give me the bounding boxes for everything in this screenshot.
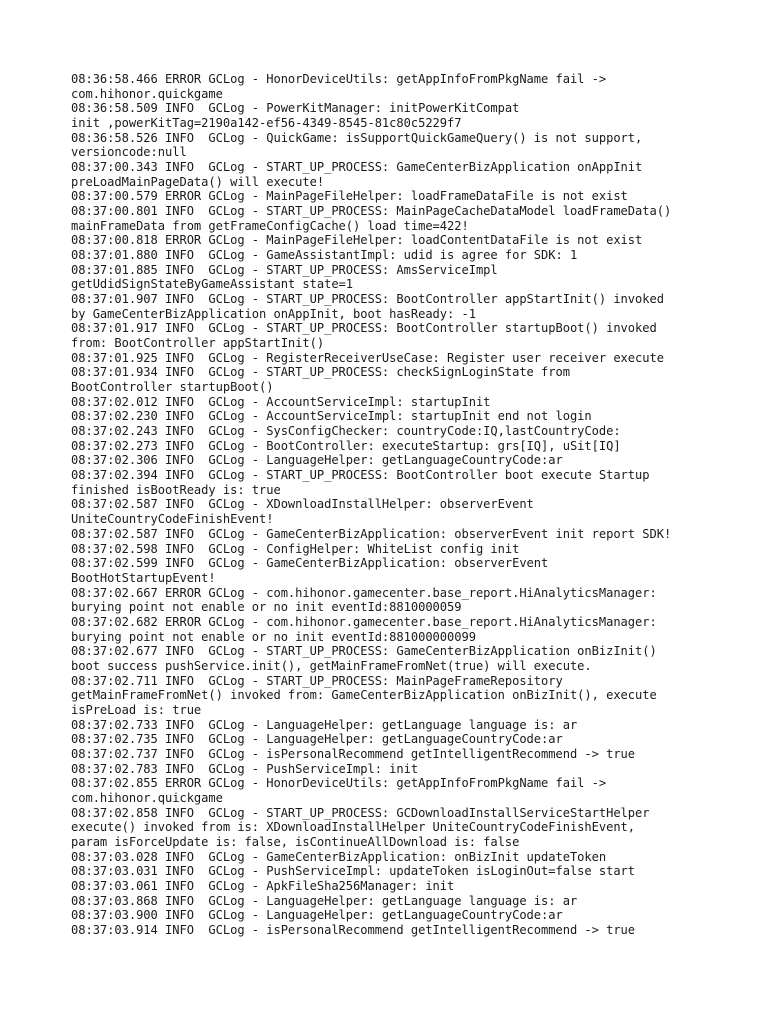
log-line: 08:37:01.934 INFO GCLog - START_UP_PROCESS: checkSignLoginState from xyxy=(71,365,570,380)
log-line: 08:37:02.230 INFO GCLog - AccountServiceImpl: startupInit end not login xyxy=(71,409,592,424)
log-line: 08:37:02.783 INFO GCLog - PushServiceImpl: init xyxy=(71,761,419,776)
log-line: 08:37:03.061 INFO GCLog - ApkFileSha256Manager: init xyxy=(71,878,455,893)
log-line: preLoadMainPageData() will execute! xyxy=(71,174,325,189)
log-line: 08:37:00.801 INFO GCLog - START_UP_PROCESS: MainPageCacheDataModel loadFrameData() xyxy=(71,204,672,219)
log-line: 08:37:02.306 INFO GCLog - LanguageHelper: getLanguageCountryCode:ar xyxy=(71,453,563,468)
log-line: 08:36:58.466 ERROR GCLog - HonorDeviceUtils: getAppInfoFromPkgName fail -> xyxy=(71,72,607,86)
log-line: isPreLoad is: true xyxy=(71,702,202,717)
log-line: 08:37:02.733 INFO GCLog - LanguageHelper: getLanguage language is: ar xyxy=(71,717,578,732)
log-line: init ,powerKitTag=2190a142-ef56-4349-8545-81c80c5229f7 xyxy=(71,116,462,131)
log-line: 08:36:58.509 INFO GCLog - PowerKitManager: initPowerKitCompat xyxy=(71,101,520,116)
log-line: 08:37:02.273 INFO GCLog - BootController: executeStartup: grs[IQ], uSit[IQ] xyxy=(71,438,621,453)
log-line: 08:36:58.526 INFO GCLog - QuickGame: isSupportQuickGameQuery() is not support, xyxy=(71,130,643,145)
log-line: 08:37:02.858 INFO GCLog - START_UP_PROCESS: GCDownloadInstallServiceStartHelper xyxy=(71,805,650,820)
log-line: UniteCountryCodeFinishEvent! xyxy=(71,512,274,527)
log-line: 08:37:02.599 INFO GCLog - GameCenterBizApplication: observerEvent xyxy=(71,556,549,571)
log-line: 08:37:01.880 INFO GCLog - GameAssistantImpl: udid is agree for SDK: 1 xyxy=(71,248,578,263)
log-line: 08:37:02.711 INFO GCLog - START_UP_PROCESS: MainPageFrameRepository xyxy=(71,673,563,688)
log-line: 08:37:02.682 ERROR GCLog - com.hihonor.gamecenter.base_report.HiAnalyticsManager: xyxy=(71,614,657,629)
log-line: 08:37:00.579 ERROR GCLog - MainPageFileHelper: loadFrameDataFile is not exist xyxy=(71,189,628,204)
log-line: BootController startupBoot() xyxy=(71,380,274,395)
log-document xyxy=(71,72,711,938)
log-line: versioncode:null xyxy=(71,145,187,160)
log-line: 08:37:02.735 INFO GCLog - LanguageHelper: getLanguageCountryCode:ar xyxy=(71,732,563,747)
log-line: 08:37:02.587 INFO GCLog - XDownloadInstallHelper: observerEvent xyxy=(71,497,534,512)
log-line: burying point not enable or no init eventId:8810000059 xyxy=(71,600,462,615)
log-line: 08:37:01.907 INFO GCLog - START_UP_PROCESS: BootController appStartInit() invoked xyxy=(71,292,664,307)
log-line: mainFrameData from getFrameConfigCache() load time=422! xyxy=(71,218,469,233)
log-line: 08:37:02.587 INFO GCLog - GameCenterBizApplication: observerEvent init report SDK! xyxy=(71,526,672,541)
log-line: 08:37:03.914 INFO GCLog - isPersonalRecommend getIntelligentRecommend -> true xyxy=(71,922,636,937)
log-line: getMainFrameFromNet() invoked from: GameCenterBizApplication onBizInit(), execute xyxy=(71,688,657,703)
log-line: 08:37:02.598 INFO GCLog - ConfigHelper: WhiteList config init xyxy=(71,541,520,556)
log-line: 08:37:02.243 INFO GCLog - SysConfigChecker: countryCode:IQ,lastCountryCode: xyxy=(71,424,621,439)
log-line: 08:37:02.737 INFO GCLog - isPersonalRecommend getIntelligentRecommend -> true xyxy=(71,746,636,761)
log-line: 08:37:00.818 ERROR GCLog - MainPageFileHelper: loadContentDataFile is not exist xyxy=(71,233,643,248)
log-line: finished isBootReady is: true xyxy=(71,482,281,497)
log-line: 08:37:02.394 INFO GCLog - START_UP_PROCESS: BootController boot execute Startup xyxy=(71,468,650,483)
log-line: by GameCenterBizApplication onAppInit, boot hasReady: -1 xyxy=(71,306,476,321)
log-line: 08:37:00.343 INFO GCLog - START_UP_PROCESS: GameCenterBizApplication onAppInit xyxy=(71,160,643,175)
log-line: param isForceUpdate is: false, isContinueAllDownload is: false xyxy=(71,834,520,849)
log-line: BootHotStartupEvent! xyxy=(71,570,216,585)
log-line: 08:37:03.868 INFO GCLog - LanguageHelper: getLanguage language is: ar xyxy=(71,893,578,908)
log-line: com.hihonor.quickgame xyxy=(71,790,223,805)
log-line: 08:37:02.855 ERROR GCLog - HonorDeviceUtils: getAppInfoFromPkgName fail -> xyxy=(71,776,607,791)
log-line: 08:37:02.012 INFO GCLog - AccountServiceImpl: startupInit xyxy=(71,394,491,409)
log-line: 08:37:03.031 INFO GCLog - PushServiceImpl: updateToken isLoginOut=false start xyxy=(71,864,636,879)
log-line: 08:37:01.917 INFO GCLog - START_UP_PROCESS: BootController startupBoot() invoked xyxy=(71,321,657,336)
log-line: 08:37:02.667 ERROR GCLog - com.hihonor.gamecenter.base_report.HiAnalyticsManager: xyxy=(71,585,657,600)
log-line: from: BootController appStartInit() xyxy=(71,336,325,351)
log-line: 08:37:03.900 INFO GCLog - LanguageHelper: getLanguageCountryCode:ar xyxy=(71,908,563,923)
log-line: execute() invoked from is: XDownloadInstallHelper UniteCountryCodeFinishEvent, xyxy=(71,820,636,835)
log-line: burying point not enable or no init eventId:881000000099 xyxy=(71,629,476,644)
log-line: 08:37:01.885 INFO GCLog - START_UP_PROCESS: AmsServiceImpl xyxy=(71,262,498,277)
log-line: 08:37:02.677 INFO GCLog - START_UP_PROCESS: GameCenterBizApplication onBizInit() xyxy=(71,644,657,659)
log-line: getUdidSignStateByGameAssistant state=1 xyxy=(71,277,354,292)
log-line: 08:37:01.925 INFO GCLog - RegisterReceiverUseCase: Register user receiver execute xyxy=(71,350,664,365)
log-line: boot success pushService.init(), getMainFrameFromNet(true) will execute. xyxy=(71,658,592,673)
log-line: com.hihonor.quickgame xyxy=(71,86,223,101)
log-line: 08:37:03.028 INFO GCLog - GameCenterBizApplication: onBizInit updateToken xyxy=(71,849,607,864)
